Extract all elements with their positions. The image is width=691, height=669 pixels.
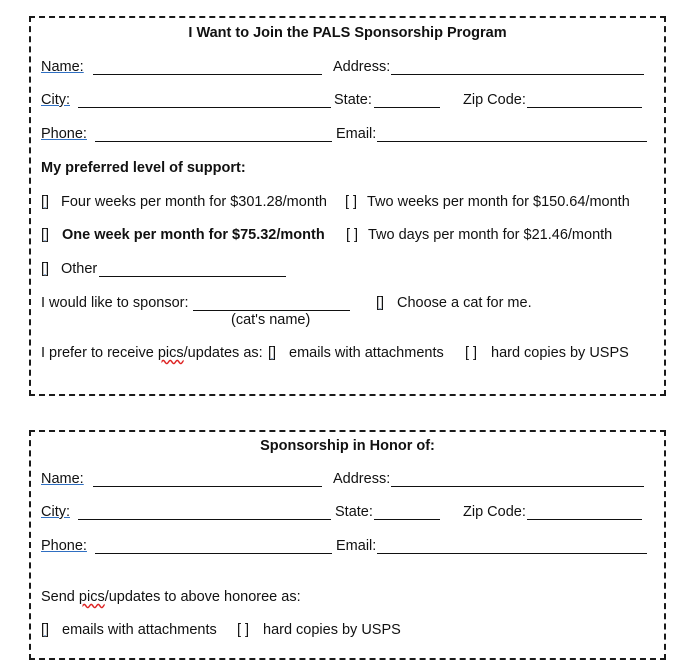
other-label: Other: [61, 261, 98, 277]
zip-label: Zip Code:: [463, 504, 526, 520]
phone-field[interactable]: [95, 540, 332, 554]
two-weeks-label: Two weeks per month for $150.64/month: [367, 194, 630, 210]
zip-field[interactable]: [527, 506, 642, 520]
one-week-label: One week per month for $75.32/month: [62, 227, 325, 243]
two-days-label: Two days per month for $21.46/month: [368, 227, 613, 243]
email-label: Email:: [336, 126, 377, 142]
form-title: Sponsorship in Honor of:: [260, 438, 435, 454]
hard-copies-checkbox[interactable]: [ ]: [237, 622, 250, 638]
phone-label: Phone:: [41, 538, 87, 554]
form-title: I Want to Join the PALS Sponsorship Program: [188, 25, 507, 41]
name-address-row: [41, 59, 654, 79]
city-label: City:: [41, 504, 70, 520]
state-field[interactable]: [374, 506, 440, 520]
address-field[interactable]: [391, 473, 644, 487]
cat-name-field[interactable]: [193, 297, 350, 311]
choose-cat-checkbox[interactable]: []: [376, 295, 385, 311]
support-row-1: [41, 194, 654, 214]
hard-copies-label: hard copies by USPS: [263, 622, 401, 638]
hard-copies-checkbox[interactable]: [ ]: [465, 345, 478, 361]
emails-label: emails with attachments: [289, 345, 444, 361]
state-label: State:: [335, 504, 373, 520]
address-label: Address:: [333, 471, 391, 487]
city-label: City:: [41, 92, 70, 108]
state-label: State:: [334, 92, 372, 108]
receive-label: I prefer to receive pics/updates as:: [41, 345, 263, 361]
choose-cat-label: Choose a cat for me.: [397, 295, 532, 311]
send-row: [41, 589, 654, 609]
zip-label: Zip Code:: [463, 92, 526, 108]
support-row-2: [41, 227, 654, 247]
honor-form: [29, 430, 666, 660]
city-state-zip-row: [41, 504, 654, 524]
phone-email-row: [41, 126, 654, 146]
city-field[interactable]: [78, 506, 331, 520]
phone-label: Phone:: [41, 126, 87, 142]
name-field[interactable]: [93, 473, 322, 487]
state-field[interactable]: [374, 94, 440, 108]
one-week-checkbox[interactable]: []: [41, 227, 50, 243]
support-heading: My preferred level of support:: [41, 160, 246, 176]
name-field[interactable]: [93, 61, 322, 75]
address-label: Address:: [333, 59, 391, 75]
email-field[interactable]: [377, 540, 647, 554]
send-options-row: [41, 622, 654, 642]
city-field[interactable]: [78, 94, 331, 108]
emails-label: emails with attachments: [62, 622, 217, 638]
two-days-checkbox[interactable]: [ ]: [346, 227, 359, 243]
address-field[interactable]: [391, 61, 644, 75]
sponsorship-form: [29, 16, 666, 396]
city-state-zip-row: [41, 92, 654, 112]
cat-name-caption-row: [41, 312, 654, 332]
email-field[interactable]: [377, 128, 647, 142]
four-weeks-label: Four weeks per month for $301.28/month: [61, 194, 327, 210]
other-field[interactable]: [99, 263, 286, 277]
receive-row: [41, 345, 654, 365]
phone-email-row: [41, 538, 654, 558]
phone-field[interactable]: [95, 128, 332, 142]
cat-name-caption: (cat's name): [231, 312, 311, 328]
emails-checkbox[interactable]: []: [268, 345, 277, 361]
name-label: Name:: [41, 471, 84, 487]
name-label: Name:: [41, 59, 84, 75]
send-label: Send pics/updates to above honoree as:: [41, 589, 301, 605]
four-weeks-checkbox[interactable]: []: [41, 194, 50, 210]
name-address-row: [41, 471, 654, 491]
other-checkbox[interactable]: []: [41, 261, 50, 277]
email-label: Email:: [336, 538, 377, 554]
zip-field[interactable]: [527, 94, 642, 108]
other-row: [41, 261, 654, 281]
hard-copies-label: hard copies by USPS: [491, 345, 629, 361]
sponsor-label: I would like to sponsor:: [41, 295, 189, 311]
emails-checkbox[interactable]: []: [41, 622, 50, 638]
two-weeks-checkbox[interactable]: [ ]: [345, 194, 358, 210]
